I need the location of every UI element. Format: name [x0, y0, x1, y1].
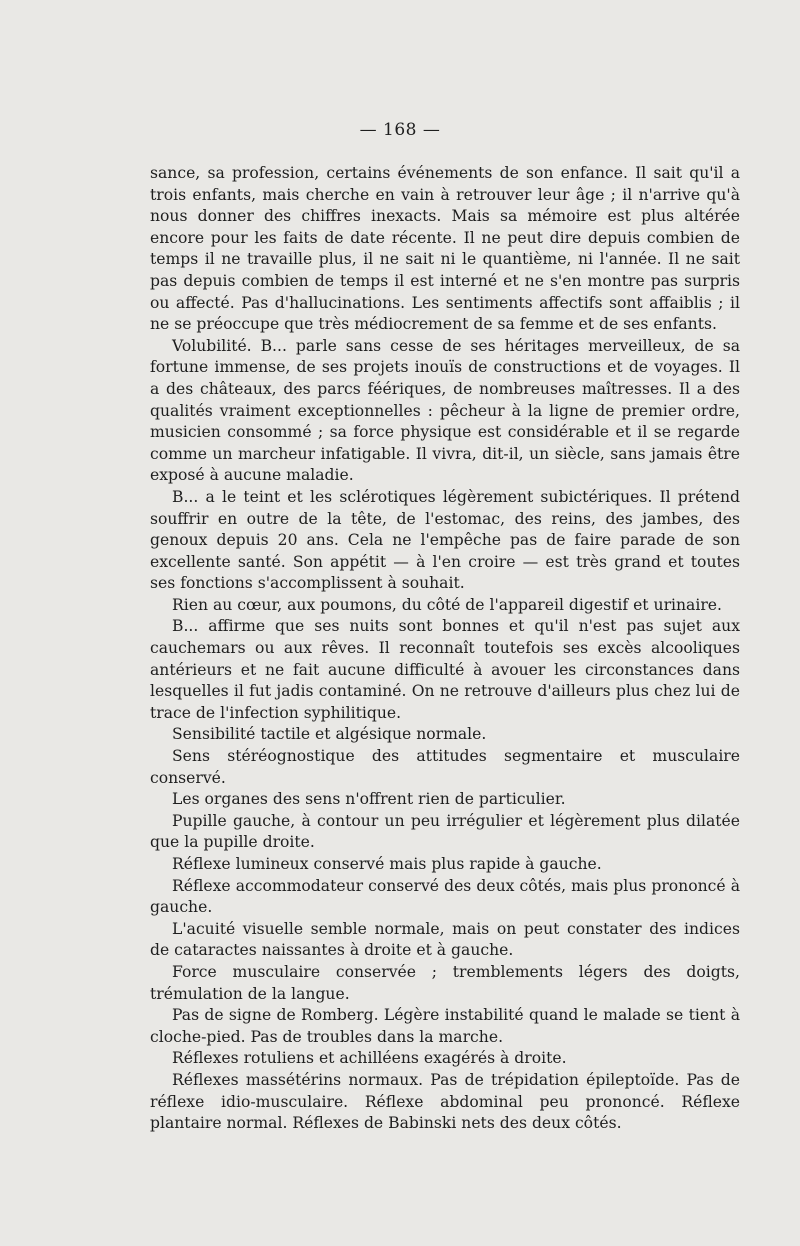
paragraph: Réflexes rotuliens et achilléens exagérés à droite. — [172, 1049, 567, 1068]
paragraph: Rien au cœur, aux poumons, du côté de l'appareil digestif et urinaire. — [172, 595, 722, 614]
paragraph: Réflexe lumineux conservé mais plus rapide à gauche. — [172, 855, 602, 873]
paragraph: L'acuité visuelle semble normale, mais on peut constater des indices de cataractes naissantes à droite et à gauche. — [150, 919, 740, 960]
paragraph: sance, sa profession, certains événements de son enfance. Il sait qu'il a trois enfants, mais cherche en vain à retrouver leur âge ; il n'arrive qu'à nous donner des chiffres inexacts. Mais sa mémoire est plus altérée encore pour les faits de date récente. Il ne peut dire depuis combien de temps il ne travaille plus, il ne sait ni le quantième, ni l'année. Il ne sait pas depuis combien de temps il est interné et ne s'en montre pas surpris ou affecté. Pas d'hallucinations. Les sentiments affectifs sont affaiblis ; il ne se préoccupe que très médiocrement de sa femme et de ses enfants. — [150, 164, 740, 334]
paragraph: Volubilité. B... parle sans cesse de ses héritages merveilleux, de sa fortune immense, de ses projets inouïs de constructions et de voyages. Il a des châteaux, des parcs féériques, de nombreuses maîtresses. Il a des qualités vraiment exceptionnelles : pêcheur à la ligne de premier ordre, musicien consommé ; sa force physique est considérable et il se regarde comme un marcheur infatigable. Il vivra, dit-il, un siècle, sans jamais être exposé à aucune maladie. — [150, 336, 740, 485]
paragraph: Sens stéréognostique des attitudes segmentaire et musculaire conservé. — [150, 747, 740, 787]
page-number: — 168 — — [359, 120, 441, 140]
paragraph: Force musculaire conservée ; tremblements légers des doigts, trémulation de la langue. — [150, 962, 740, 1003]
paragraph: Réflexes massétérins normaux. Pas de trépidation épileptoïde. Pas de réflexe idio-musculaire. Réflexe abdominal peu prononcé. Réflexe plantaire normal. Réflexes de Babinski nets des deux côtés. — [150, 1070, 740, 1133]
paragraph: B... affirme que ses nuits sont bonnes et qu'il n'est pas sujet aux cauchemars ou aux rêves. Il reconnaît toutefois ses excès alcooliques antérieurs et ne fait aucune difficulté à avouer les circonstances dans lesquelles il fut jadis contaminé. On ne retrouve d'ailleurs plus chez lui de trace de l'infection syphilitique. — [150, 617, 740, 722]
paragraph: Sensibilité tactile et algésique normale. — [172, 725, 487, 744]
paragraph: Réflexe accommodateur conservé des deux côtés, mais plus prononcé à gauche. — [150, 876, 740, 917]
paragraph: Les organes des sens n'offrent rien de particulier. — [172, 790, 566, 809]
paragraph: Pupille gauche, à contour un peu irrégulier et légèrement plus dilatée que la pupille droite. — [150, 811, 740, 852]
paragraph: B... a le teint et les sclérotiques légèrement subictériques. Il prétend souffrir en outre de la tête, de l'estomac, des reins, des jambes, des genoux depuis 20 ans. Cela ne l'empêche pas de faire parade de son excellente santé. Son appétit — à l'en croire — est très grand et toutes ses fonctions s'accomplissent à souhait. — [150, 487, 740, 593]
body-text — [150, 163, 740, 1135]
paragraph: Pas de signe de Romberg. Légère instabilité quand le malade se tient à cloche-pied. Pas de troubles dans la marche. — [150, 1006, 740, 1046]
